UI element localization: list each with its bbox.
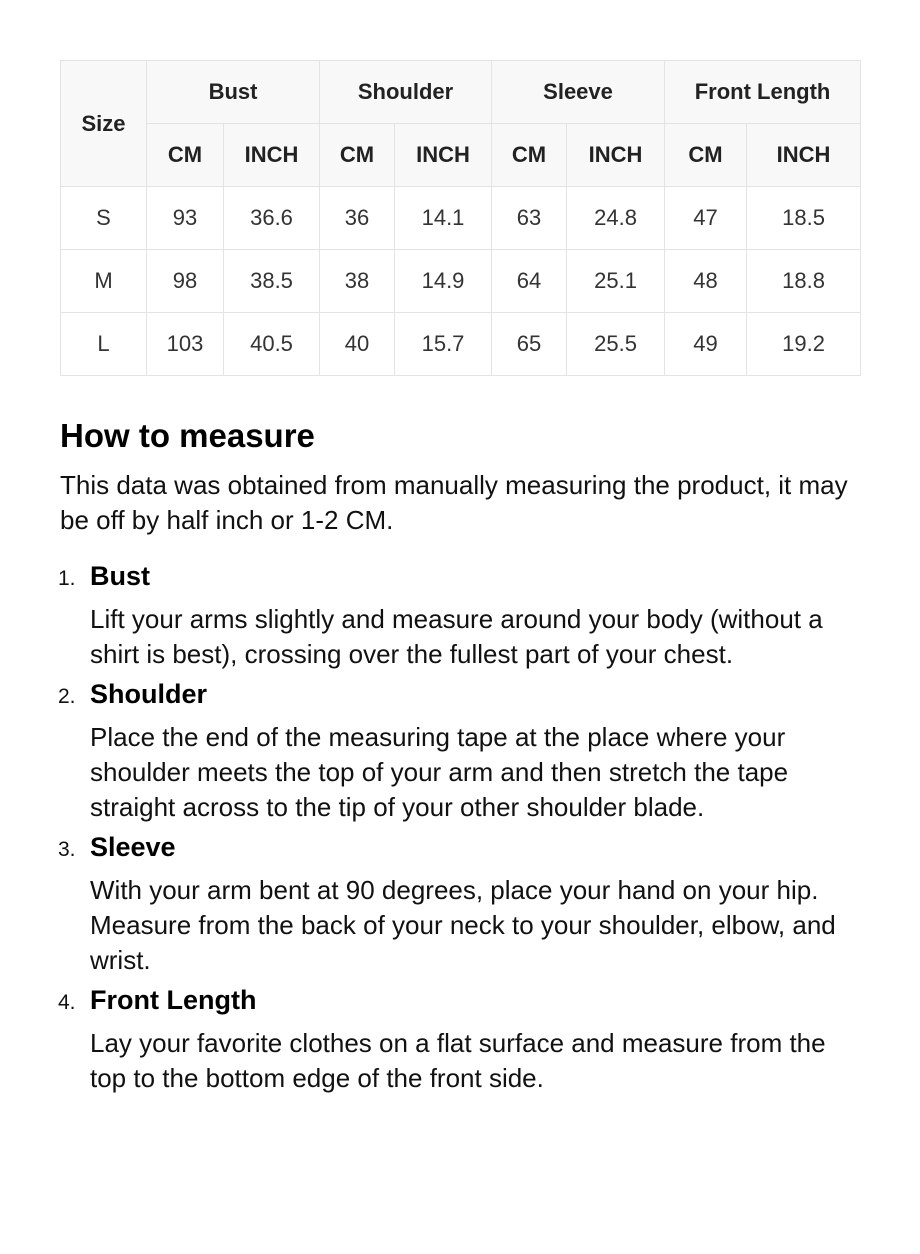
table-cell: 98: [147, 250, 224, 313]
group-header-shoulder: Shoulder: [320, 61, 492, 124]
table-row: [61, 250, 861, 313]
table-cell: 36.6: [224, 187, 320, 250]
step-description: Lift your arms slightly and measure around your body (without a shirt is best), crossing over the fullest part of your chest.: [90, 604, 823, 669]
step-description: Lay your favorite clothes on a flat surface and measure from the top to the bottom edge of the front side.: [90, 1028, 826, 1093]
table-cell: 49: [665, 313, 747, 376]
step-number: 1.: [58, 567, 76, 590]
unit-header: CM: [492, 124, 567, 187]
measure-steps-list: [60, 560, 860, 1096]
table-cell: 18.8: [747, 250, 861, 313]
unit-header: INCH: [395, 124, 492, 187]
step-number: 4.: [58, 991, 76, 1014]
unit-header: INCH: [747, 124, 861, 187]
measure-step-front-length: [60, 984, 860, 1096]
table-header-row-units: [61, 124, 861, 187]
size-guide: [60, 60, 860, 1102]
step-title: Sleeve: [90, 832, 176, 862]
unit-header: CM: [320, 124, 395, 187]
table-cell: 15.7: [395, 313, 492, 376]
table-cell: 25.5: [567, 313, 665, 376]
unit-header: INCH: [224, 124, 320, 187]
size-cell: M: [61, 250, 147, 313]
table-cell: 47: [665, 187, 747, 250]
group-header-sleeve: Sleeve: [492, 61, 665, 124]
table-header-row-groups: [61, 61, 861, 124]
unit-header: INCH: [567, 124, 665, 187]
unit-header: CM: [147, 124, 224, 187]
measure-step-shoulder: [60, 678, 860, 825]
size-header: Size: [61, 61, 147, 187]
table-cell: 18.5: [747, 187, 861, 250]
table-cell: 40: [320, 313, 395, 376]
step-description: Place the end of the measuring tape at the place where your shoulder meets the top of your arm and then stretch the tape straight across to the tip of your other shoulder blade.: [90, 722, 789, 822]
table-row: [61, 187, 861, 250]
size-cell: S: [61, 187, 147, 250]
how-to-measure-heading: How to measure: [60, 417, 315, 454]
step-number: 2.: [58, 685, 76, 708]
table-cell: 38: [320, 250, 395, 313]
table-cell: 24.8: [567, 187, 665, 250]
group-header-front-length: Front Length: [665, 61, 861, 124]
table-cell: 64: [492, 250, 567, 313]
step-title: Bust: [90, 561, 150, 591]
table-cell: 25.1: [567, 250, 665, 313]
table-cell: 93: [147, 187, 224, 250]
measure-step-sleeve: [60, 831, 860, 978]
measure-intro-text: This data was obtained from manually measuring the product, it may be off by half inch or 1-2 CM.: [60, 470, 848, 535]
group-header-bust: Bust: [147, 61, 320, 124]
table-cell: 14.9: [395, 250, 492, 313]
table-cell: 103: [147, 313, 224, 376]
size-chart-table: [60, 60, 861, 376]
measure-step-bust: [60, 560, 860, 672]
table-cell: 48: [665, 250, 747, 313]
table-cell: 14.1: [395, 187, 492, 250]
step-number: 3.: [58, 838, 76, 861]
table-row: [61, 313, 861, 376]
size-cell: L: [61, 313, 147, 376]
table-cell: 36: [320, 187, 395, 250]
table-cell: 38.5: [224, 250, 320, 313]
table-cell: 40.5: [224, 313, 320, 376]
table-cell: 65: [492, 313, 567, 376]
step-title: Front Length: [90, 985, 257, 1015]
step-description: With your arm bent at 90 degrees, place your hand on your hip. Measure from the back of your neck to your shoulder, elbow, and wrist.: [90, 875, 836, 975]
table-cell: 19.2: [747, 313, 861, 376]
step-title: Shoulder: [90, 679, 208, 709]
table-cell: 63: [492, 187, 567, 250]
unit-header: CM: [665, 124, 747, 187]
